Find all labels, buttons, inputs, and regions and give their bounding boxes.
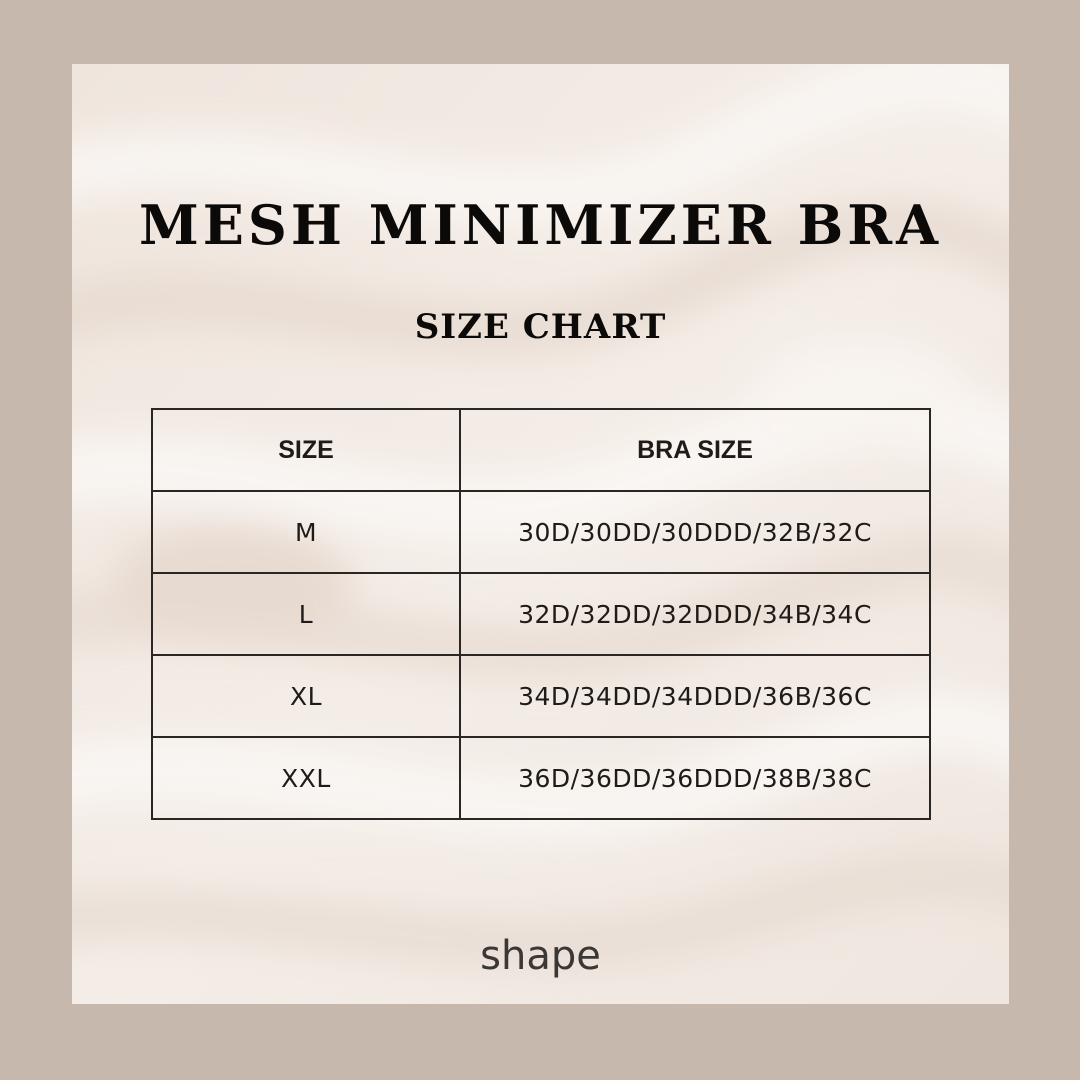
bra-size-cell: 30D/30DD/30DDD/32B/32C (460, 491, 930, 573)
column-header-bra-size: BRA SIZE (460, 409, 930, 491)
page-subtitle: SIZE CHART (414, 307, 667, 347)
size-cell: M (152, 491, 460, 573)
bra-size-cell: 34D/34DD/34DDD/36B/36C (460, 655, 930, 737)
size-cell: XXL (152, 737, 460, 819)
column-header-size: SIZE (152, 409, 460, 491)
bra-size-cell: 32D/32DD/32DDD/34B/34C (460, 573, 930, 655)
brand-logo: shape (480, 933, 601, 979)
table-row (152, 655, 930, 737)
size-cell: L (152, 573, 460, 655)
table-row (152, 491, 930, 573)
size-table (151, 408, 931, 820)
table-header-row (152, 409, 930, 491)
size-cell: XL (152, 655, 460, 737)
table-row (152, 573, 930, 655)
size-chart-panel (72, 64, 1009, 1004)
page-title: MESH MINIMIZER BRA (138, 193, 943, 257)
bra-size-cell: 36D/36DD/36DDD/38B/38C (460, 737, 930, 819)
table-row (152, 737, 930, 819)
